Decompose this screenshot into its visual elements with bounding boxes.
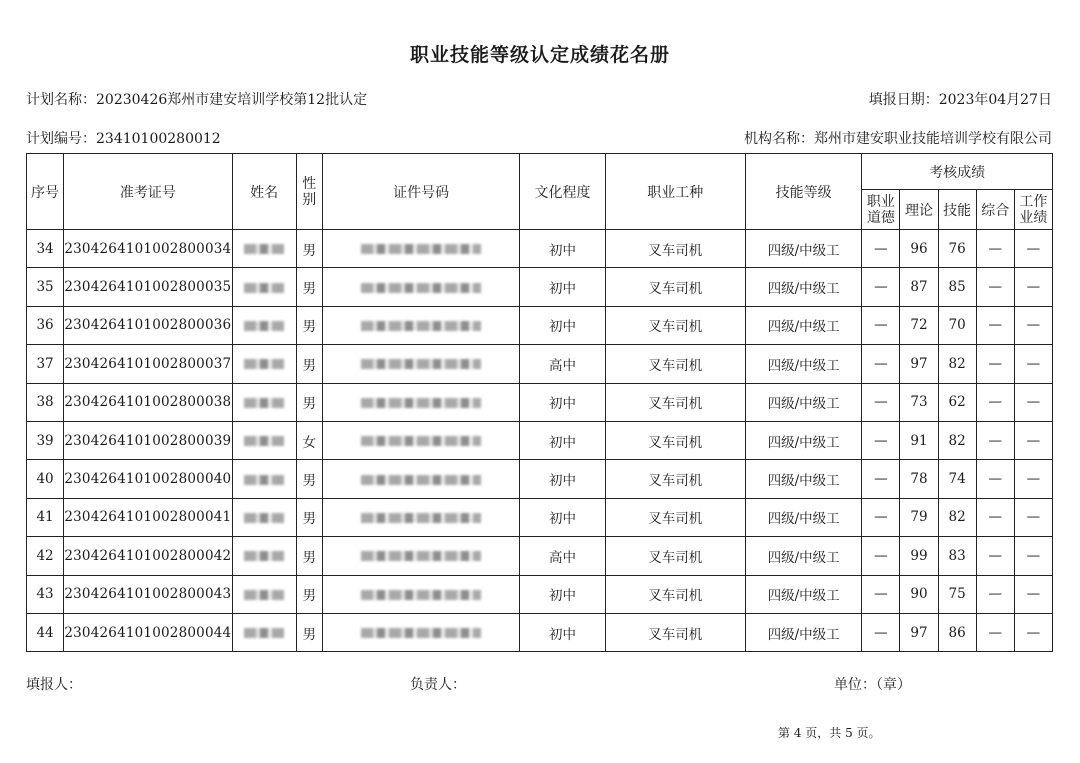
education-cell: 初中 <box>520 498 605 536</box>
id-number-cell <box>322 306 520 344</box>
education-cell: 初中 <box>520 383 605 421</box>
skill-score-cell: 86 <box>938 613 976 651</box>
skill-score-cell: 76 <box>938 230 976 268</box>
filler-label: 填报人： <box>26 677 82 693</box>
header-scores: 考核成绩 <box>862 154 1053 190</box>
table-row <box>27 498 1053 536</box>
occupation-cell: 叉车司机 <box>605 421 745 459</box>
skill-score-cell: 82 <box>938 421 976 459</box>
occupation-cell: 叉车司机 <box>605 460 745 498</box>
header-gender: 性别 <box>296 154 322 230</box>
occupation-cell: 叉车司机 <box>605 230 745 268</box>
seq-cell: 42 <box>27 537 64 575</box>
redacted-id-number <box>361 398 481 408</box>
overall-cell: — <box>976 575 1014 613</box>
overall-cell: — <box>976 383 1014 421</box>
gender-cell: 男 <box>296 268 322 306</box>
skill-score-cell: 74 <box>938 460 976 498</box>
ethics-cell: — <box>862 383 900 421</box>
header-ethics: 职业道德 <box>862 190 900 230</box>
name-cell <box>232 575 296 613</box>
header-id-number: 证件号码 <box>322 154 520 230</box>
redacted-name <box>244 590 284 600</box>
table-row <box>27 537 1053 575</box>
ethics-cell: — <box>862 537 900 575</box>
name-cell <box>232 613 296 651</box>
gender-cell: 男 <box>296 306 322 344</box>
occupation-cell: 叉车司机 <box>605 575 745 613</box>
plan-number: 计划编号：23410100280012 <box>26 131 221 147</box>
ethics-cell: — <box>862 345 900 383</box>
gender-cell: 男 <box>296 383 322 421</box>
seq-cell: 44 <box>27 613 64 651</box>
ethics-cell: — <box>862 230 900 268</box>
skill-level-cell: 四级/中级工 <box>746 498 862 536</box>
skill-level-cell: 四级/中级工 <box>746 421 862 459</box>
skill-level-cell: 四级/中级工 <box>746 613 862 651</box>
name-cell <box>232 383 296 421</box>
fill-date: 填报日期：2023年04月27日 <box>868 92 1052 108</box>
skill-score-cell: 85 <box>938 268 976 306</box>
overall-cell: — <box>976 460 1014 498</box>
seq-cell: 41 <box>27 498 64 536</box>
redacted-id-number <box>361 513 481 523</box>
theory-score-cell: 79 <box>900 498 938 536</box>
seq-cell: 36 <box>27 306 64 344</box>
redacted-id-number <box>361 359 481 369</box>
gender-cell: 男 <box>296 498 322 536</box>
redacted-id-number <box>361 436 481 446</box>
occupation-cell: 叉车司机 <box>605 306 745 344</box>
table-row <box>27 613 1053 651</box>
ethics-cell: — <box>862 460 900 498</box>
redacted-name <box>244 475 284 485</box>
page-indicator: 第 4 页，共 5 页。 <box>778 726 881 740</box>
occupation-cell: 叉车司机 <box>605 268 745 306</box>
document-title: 职业技能等级认定成绩花名册 <box>409 44 670 66</box>
redacted-id-number <box>361 551 481 561</box>
name-cell <box>232 230 296 268</box>
occupation-cell: 叉车司机 <box>605 498 745 536</box>
work-performance-cell: — <box>1014 498 1052 536</box>
work-performance-cell: — <box>1014 230 1052 268</box>
exam-number-cell: 2304264101002800035 <box>64 268 232 306</box>
work-performance-cell: — <box>1014 537 1052 575</box>
redacted-id-number <box>361 244 481 254</box>
exam-number-cell: 2304264101002800043 <box>64 575 232 613</box>
education-cell: 初中 <box>520 613 605 651</box>
education-cell: 初中 <box>520 306 605 344</box>
redacted-id-number <box>361 475 481 485</box>
work-performance-cell: — <box>1014 575 1052 613</box>
education-cell: 初中 <box>520 268 605 306</box>
redacted-name <box>244 359 284 369</box>
skill-level-cell: 四级/中级工 <box>746 383 862 421</box>
exam-number-cell: 2304264101002800038 <box>64 383 232 421</box>
skill-level-cell: 四级/中级工 <box>746 537 862 575</box>
header-occupation: 职业工种 <box>605 154 745 230</box>
name-cell <box>232 460 296 498</box>
id-number-cell <box>322 230 520 268</box>
theory-score-cell: 78 <box>900 460 938 498</box>
theory-score-cell: 73 <box>900 383 938 421</box>
table-row <box>27 575 1053 613</box>
gender-cell: 男 <box>296 230 322 268</box>
skill-score-cell: 82 <box>938 345 976 383</box>
name-cell <box>232 498 296 536</box>
work-performance-cell: — <box>1014 268 1052 306</box>
redacted-name <box>244 398 284 408</box>
occupation-cell: 叉车司机 <box>605 383 745 421</box>
gender-cell: 男 <box>296 345 322 383</box>
redacted-name <box>244 244 284 254</box>
skill-score-cell: 62 <box>938 383 976 421</box>
redacted-id-number <box>361 283 481 293</box>
redacted-name <box>244 283 284 293</box>
overall-cell: — <box>976 345 1014 383</box>
seq-cell: 38 <box>27 383 64 421</box>
table-row <box>27 421 1053 459</box>
occupation-cell: 叉车司机 <box>605 537 745 575</box>
education-cell: 初中 <box>520 421 605 459</box>
skill-score-cell: 83 <box>938 537 976 575</box>
theory-score-cell: 87 <box>900 268 938 306</box>
gender-cell: 男 <box>296 613 322 651</box>
table-row <box>27 460 1053 498</box>
seq-cell: 40 <box>27 460 64 498</box>
id-number-cell <box>322 421 520 459</box>
id-number-cell <box>322 575 520 613</box>
exam-number-cell: 2304264101002800039 <box>64 421 232 459</box>
header-seq: 序号 <box>27 154 64 230</box>
overall-cell: — <box>976 230 1014 268</box>
name-cell <box>232 306 296 344</box>
overall-cell: — <box>976 613 1014 651</box>
exam-number-cell: 2304264101002800034 <box>64 230 232 268</box>
ethics-cell: — <box>862 421 900 459</box>
seq-cell: 39 <box>27 421 64 459</box>
id-number-cell <box>322 537 520 575</box>
exam-number-cell: 2304264101002800040 <box>64 460 232 498</box>
gender-cell: 男 <box>296 575 322 613</box>
seq-cell: 34 <box>27 230 64 268</box>
gender-cell: 女 <box>296 421 322 459</box>
skill-level-cell: 四级/中级工 <box>746 460 862 498</box>
overall-cell: — <box>976 421 1014 459</box>
theory-score-cell: 91 <box>900 421 938 459</box>
redacted-id-number <box>361 628 481 638</box>
header-theory: 理论 <box>900 190 938 230</box>
ethics-cell: — <box>862 575 900 613</box>
occupation-cell: 叉车司机 <box>605 613 745 651</box>
table-row <box>27 345 1053 383</box>
theory-score-cell: 72 <box>900 306 938 344</box>
score-roster-table <box>26 153 1053 652</box>
id-number-cell <box>322 613 520 651</box>
skill-level-cell: 四级/中级工 <box>746 345 862 383</box>
seq-cell: 35 <box>27 268 64 306</box>
header-name: 姓名 <box>232 154 296 230</box>
work-performance-cell: — <box>1014 345 1052 383</box>
exam-number-cell: 2304264101002800044 <box>64 613 232 651</box>
header-overall: 综合 <box>976 190 1014 230</box>
overall-cell: — <box>976 537 1014 575</box>
table-row <box>27 383 1053 421</box>
name-cell <box>232 421 296 459</box>
skill-score-cell: 75 <box>938 575 976 613</box>
work-performance-cell: — <box>1014 421 1052 459</box>
table-row <box>27 268 1053 306</box>
skill-score-cell: 70 <box>938 306 976 344</box>
id-number-cell <box>322 268 520 306</box>
redacted-name <box>244 513 284 523</box>
seq-cell: 37 <box>27 345 64 383</box>
redacted-id-number <box>361 321 481 331</box>
redacted-name <box>244 551 284 561</box>
skill-level-cell: 四级/中级工 <box>746 230 862 268</box>
theory-score-cell: 97 <box>900 345 938 383</box>
organization-name: 机构名称：郑州市建安职业技能培训学校有限公司 <box>744 131 1052 147</box>
unit-seal-label: 单位：（章） <box>834 677 911 693</box>
overall-cell: — <box>976 268 1014 306</box>
theory-score-cell: 90 <box>900 575 938 613</box>
exam-number-cell: 2304264101002800037 <box>64 345 232 383</box>
header-exam-number: 准考证号 <box>64 154 232 230</box>
education-cell: 高中 <box>520 345 605 383</box>
redacted-name <box>244 321 284 331</box>
education-cell: 初中 <box>520 230 605 268</box>
gender-cell: 男 <box>296 460 322 498</box>
seq-cell: 43 <box>27 575 64 613</box>
exam-number-cell: 2304264101002800036 <box>64 306 232 344</box>
skill-level-cell: 四级/中级工 <box>746 268 862 306</box>
overall-cell: — <box>976 498 1014 536</box>
name-cell <box>232 345 296 383</box>
table-row <box>27 230 1053 268</box>
work-performance-cell: — <box>1014 613 1052 651</box>
theory-score-cell: 96 <box>900 230 938 268</box>
ethics-cell: — <box>862 306 900 344</box>
skill-score-cell: 82 <box>938 498 976 536</box>
redacted-name <box>244 436 284 446</box>
header-skill-level: 技能等级 <box>746 154 862 230</box>
work-performance-cell: — <box>1014 306 1052 344</box>
work-performance-cell: — <box>1014 383 1052 421</box>
redacted-name <box>244 628 284 638</box>
name-cell <box>232 268 296 306</box>
header-skill: 技能 <box>938 190 976 230</box>
exam-number-cell: 2304264101002800042 <box>64 537 232 575</box>
occupation-cell: 叉车司机 <box>605 345 745 383</box>
id-number-cell <box>322 498 520 536</box>
responsible-label: 负责人： <box>410 677 466 693</box>
ethics-cell: — <box>862 613 900 651</box>
id-number-cell <box>322 383 520 421</box>
roster-body <box>27 230 1053 652</box>
plan-name: 计划名称：20230426郑州市建安培训学校第12批认定 <box>26 92 368 108</box>
ethics-cell: — <box>862 268 900 306</box>
table-row <box>27 306 1053 344</box>
overall-cell: — <box>976 306 1014 344</box>
education-cell: 高中 <box>520 537 605 575</box>
name-cell <box>232 537 296 575</box>
redacted-id-number <box>361 590 481 600</box>
skill-level-cell: 四级/中级工 <box>746 306 862 344</box>
education-cell: 初中 <box>520 575 605 613</box>
work-performance-cell: — <box>1014 460 1052 498</box>
header-work-performance: 工作业绩 <box>1014 190 1052 230</box>
skill-level-cell: 四级/中级工 <box>746 575 862 613</box>
id-number-cell <box>322 345 520 383</box>
id-number-cell <box>322 460 520 498</box>
ethics-cell: — <box>862 498 900 536</box>
theory-score-cell: 97 <box>900 613 938 651</box>
theory-score-cell: 99 <box>900 537 938 575</box>
exam-number-cell: 2304264101002800041 <box>64 498 232 536</box>
header-education: 文化程度 <box>520 154 605 230</box>
education-cell: 初中 <box>520 460 605 498</box>
gender-cell: 男 <box>296 537 322 575</box>
